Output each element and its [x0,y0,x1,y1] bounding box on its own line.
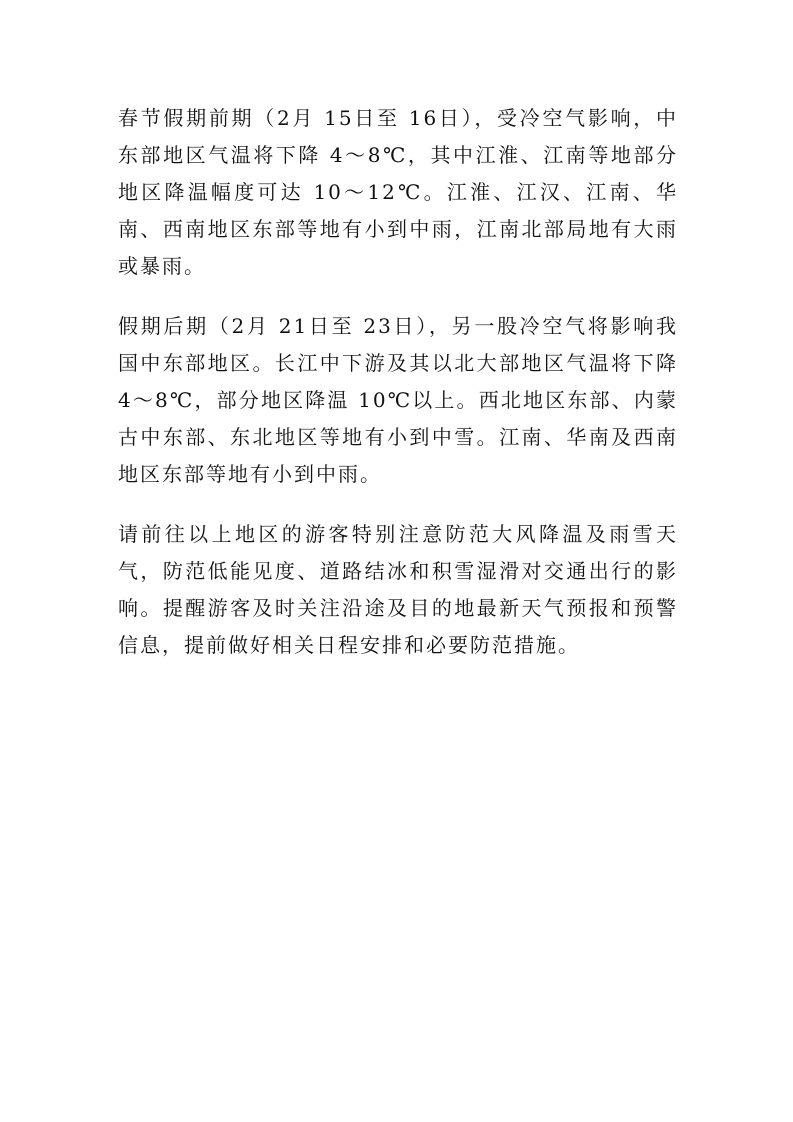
paragraph-traveler-advice: 请前往以上地区的游客特别注意防范大风降温及雨雪天气，防范低能见度、道路结冰和积雪湿滑对交通出行的影响。提醒游客及时关注沿途及目的地最新天气预报和预警信息，提前做好相关日程安排和必要防范措施。 [118,522,678,657]
paragraph-holiday-early: 春节假期前期（2月 15日至 16日），受冷空气影响，中东部地区气温将下降 4～8℃，其中江淮、江南等地部分地区降温幅度可达 10～12℃。江淮、江汉、江南、华南、西南地区东部等地有小到中雨，江南北部局地有大雨或暴雨。 [118,106,678,278]
document-body [118,100,678,687]
paragraph-holiday-late: 假期后期（2月 21日至 23日），另一股冷空气将影响我国中东部地区。长江中下游及其以北大部地区气温将下降 4～8℃，部分地区降温 10℃以上。西北地区东部、内蒙古中东部、东北地区等地有小到中雪。江南、华南及西南地区东部等地有小到中雨。 [118,314,678,486]
